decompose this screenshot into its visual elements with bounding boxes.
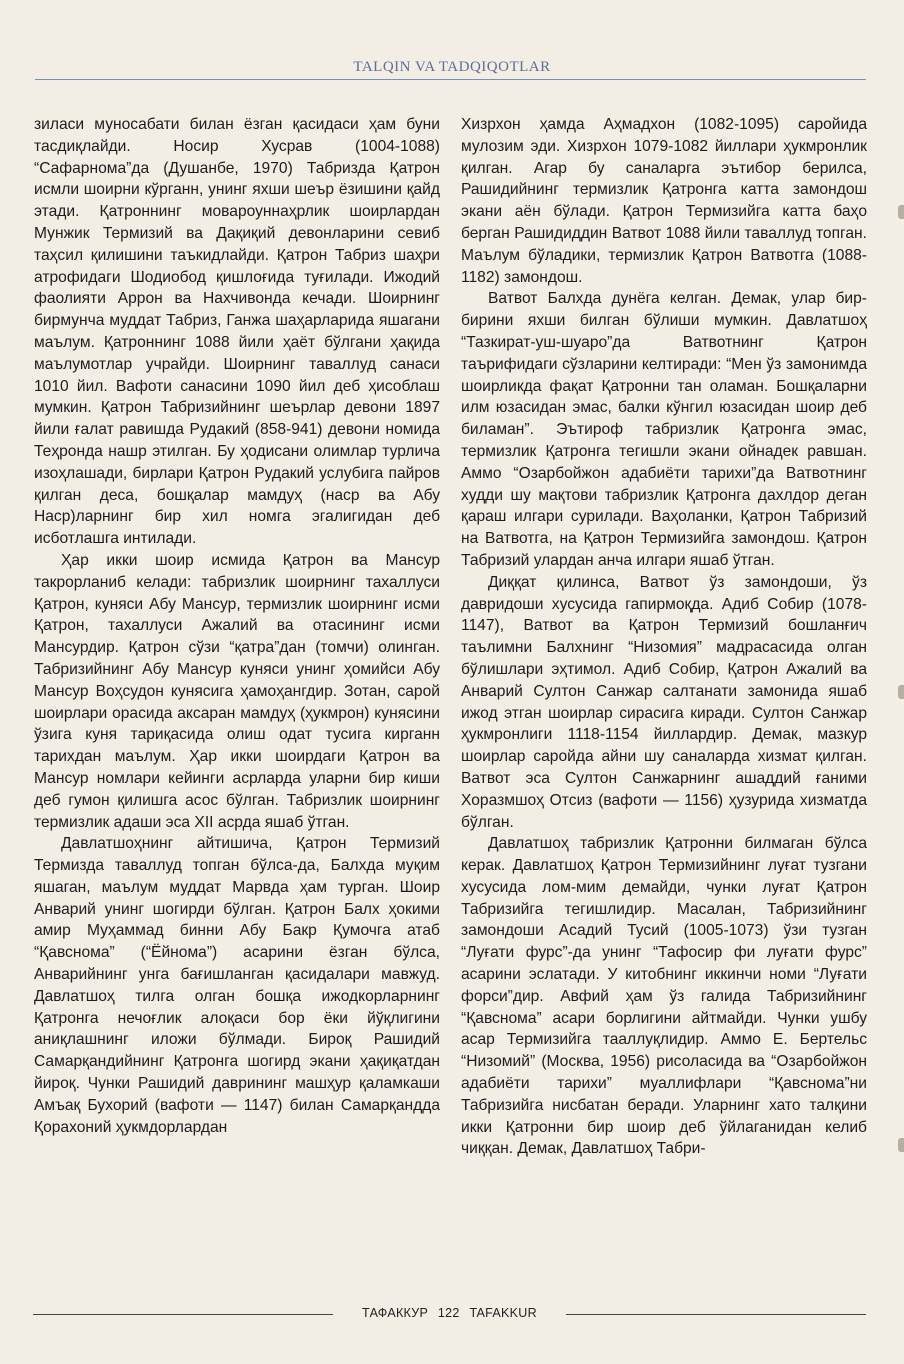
footer-left-label: ТАФАККУР [362,1306,429,1320]
right-column [461,114,867,1272]
paragraph: Хизрхон ҳамда Аҳмадхон (1082-1095) саройида мулозим эди. Хизрхон 1079-1082 йиллари ҳукмронлик қилган. Агар бу саналарга эътибор берилса, Рашидийнинг термизлик Қатронга катта замондош экани аён бўлади. Қатрон Термизийга катта баҳо берган Рашидиддин Ватвот 1088 йили таваллуд топган. Маълум бўладики, термизлик Қатрон Ватвотга (1088-1182) замондош. [461,116,867,286]
paragraph: Диққат қилинса, Ватвот ўз замондоши, ўз давридоши хусусида гапирмоқда. Адиб Собир (1078-1147), Ватвот ва Қатрон Термизий бошланғич таълимни Балхнинг “Низомия” мадрасасида олган бўлишлари эҳтимол. Адиб Собир, Қатрон Ажалий ва Анварий Султон Санжар салтанати замонида яшаб ижод этган шоирлар сирасига киради. Султон Санжар ҳукмронлиги 1118-1154 йиллардир. Демак, мазкур шоирлар саройда айни шу саналарда хизмат қилган. Ватвот эса Султон Санжарнинг ашаддий ғаними Хоразмшоҳ Отсиз (вафоти — 1156) ҳузурида хизматда бўлган. [461,573,867,831]
binding-hole-mark [898,685,904,699]
binding-hole-mark [898,205,904,219]
left-column [34,114,440,1272]
page-footer [33,1306,866,1320]
footer-text [33,1306,866,1320]
paragraph: Ҳар икки шоир исмида Қатрон ва Мансур такрорланиб келади: табризлик шоирнинг тахаллуси Қатрон, куняси Абу Мансур, термизлик шоирнинг исми Қатрон, тахаллуси Ажалий ва отасининг исми Мансурдир. Қатрон сўзи “қатра”дан (томчи) олинган. Табризийнинг Абу Мансур куняси унинг ҳомийси Абу Мансур Воҳсудон кунясига ҳамоҳангдир. Зотан, сарой шоирлари орасида аксаран мамдуҳ (ҳукмрон) кунясини ўзига куня тариқасида олиш одат тусига кирганн тарихдан маълум. Ҳар икки шоирдаги Қатрон ва Мансур номлари кейинги асрларда уларни бир киши деб гумон қилишга асос бўлган. Табризлик шоирнинг термизлик адаши эса XII асрда яшаб ўтган. [34,551,440,831]
paragraph: Давлатшоҳ табризлик Қатронни билмаган бўлса керак. Давлатшоҳ Қатрон Термизийнинг луғат тузгани хусусида лом-мим демайди, чунки луғат Қатрон Табризийга тегишлидир. Масалан, Табризийнинг замондоши Асадий Тусий (1005-1073) ўзи тузган “Луғати фурс”-да унинг “Тафосир фи луғати фурс” асарини эслатади. У китобнинг иккинчи номи “Луғати форси”дир. Авфий ҳам ўз галида Табризийнинг “Қавснома” асари борлигини айтмайди. Чунки ушбу асар Термизийга тааллуқлидир. Аммо Е. Бертельс “Низомий” (Москва, 1956) рисоласида ва “Озарбойжон адабиёти тарихи” муаллифлари “Қавснома”ни Табризийга нисбатан беради. Уларнинг хато талқини икки Қатронни бир шоир деб ўйлаганидан келиб чиққан. Демак, Давлатшоҳ Табри- [461,835,867,1158]
binding-hole-mark [898,1138,904,1152]
paragraph: Ватвот Балхда дунёга келган. Демак, улар бир-бирини яхши билган бўлиши мумкин. Давлатшоҳ “Тазкират-уш-шуаро”да Ватвотнинг Қатрон таърифидаги сўзларини келтиради: “Мен ўз замонимда шоирликда фақат Қатронни тан оламан. Бошқаларни илм юзасидан эмас, балки кўнгил юзасидан шоир деб биламан”. Эътироф табризлик Қатронга эмас, термизлик Қатронга тегишли экани ойнадек равшан. Аммо “Озарбойжон адабиёти тарихи”да Ватвотнинг худди шу мақтови табризлик Қатронга дахлдор деган қараш илгари сурилади. Ваҳоланки, Қатрон Табризий на Ватвотга, на Қатрон Термизийга замондош. Қатрон Табризий улардан анча илгари яшаб ўтган. [461,290,867,569]
running-header: TALQIN VA TADQIQOTLAR [353,59,551,75]
paragraph: Давлатшоҳнинг айтишича, Қатрон Термизий Термизда таваллуд топган бўлса-да, Балхда муқим яшаган, маълум муддат Марвда ҳам турган. Шоир Анварий унинг шогирди бўлган. Қатрон Балх ҳокими амир Муҳаммад бинни Абу Бакр Қумочга атаб “Қавснома” (“Ёйнома”) асарини ёзган бўлса, Анварийнинг унга бағишланган қасидалари мавжуд. Давлатшоҳ тилга олган бошқа ижодкорларнинг Қатронга нечоғлик алоқаси бор ёки йўқлигини аниқлашнинг иложи бўлмади. Бироқ Рашидий Самарқандийнинг Қатронга шогирд экани ҳақиқатдан йироқ. Чунки Рашидий даврининг машҳур қаламкаши Амъақ Бухорий (вафоти — 1147) билан Самарқандда Қорахоний ҳукмдорлардан [34,835,440,1136]
header-rule [35,79,866,80]
paragraph: зиласи муносабати билан ёзган қасидаси ҳам буни тасдиқлайди. Носир Хусрав (1004-1088) “Сафарнома”да (Душанбе, 1970) Табризда Қатрон исмли шоирни кўрганн, унинг яхши шеър ёзишини қайд этади. Қатроннинг мовароуннаҳрлик шоирлардан Мунжик Термизий ва Дақиқий девонларини севиб таҳсил қилишини таъкидлайди. Қатрон Табриз шаҳри атрофидаги Шодиобод қишлоғида туғилади. Ижодий фаолияти Аррон ва Нахчивонда кечади. Шоирнинг бирмунча муддат Табриз, Ганжа шаҳарларида яшагани маълум. Қатроннинг 1088 йили ҳаёт бўлгани ҳақида маълумотлар учрайди. Шоирнинг таваллуд санаси 1010 йил. Вафоти санасини 1090 йил деб ҳисоблаш мумкин. Қатрон Табризийнинг шеърлар девони 1897 йили ғалат равишда Рудакий (858-941) девони номида Теҳронда нашр этилган. Бу ҳодисани олимлар турлича изоҳлашади, бирлари Қатрон Рудакий услубига пайров қилган деса, бошқалар мамдуҳ (наср ва Абу Наср)ларнинг бир хил номга эгалигидан деб исботлашга интилади. [34,116,440,548]
page-number: 122 [437,1306,460,1320]
footer-right-label: TAFAKKUR [469,1306,537,1320]
